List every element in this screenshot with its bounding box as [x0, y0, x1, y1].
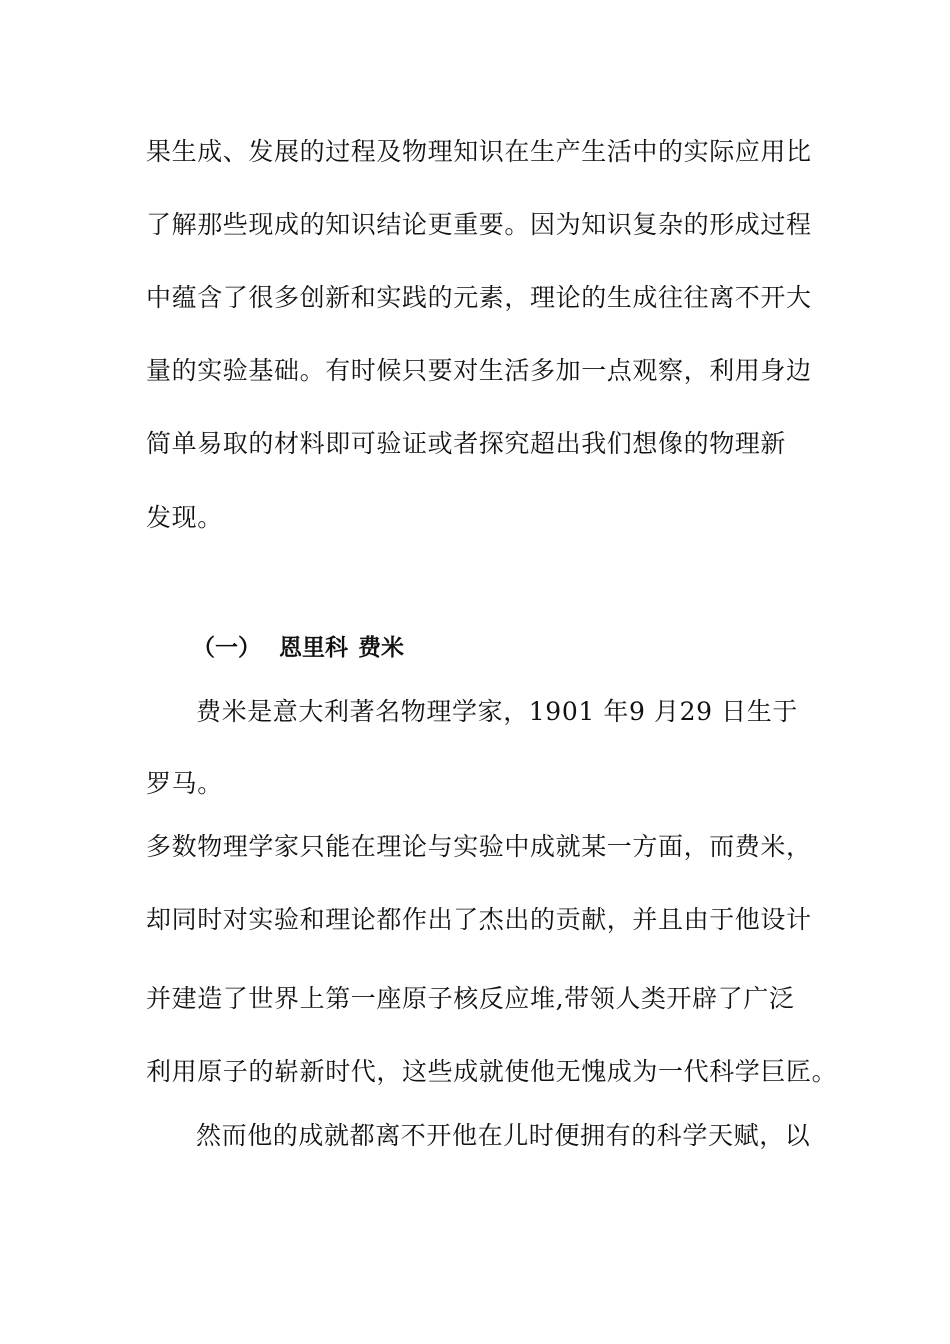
paragraph-1-line-3: 中蕴含了很多创新和实践的元素，理论的生成往往离不开大 — [146, 283, 812, 312]
paragraph-1-line-2: 了解那些现成的知识结论更重要。因为知识复杂的形成过程 — [146, 210, 812, 239]
paragraph-3-line-2: 却同时对实验和理论都作出了杰出的贡献，并且由于他设计 — [146, 905, 812, 934]
section-last-name: 费米 — [358, 635, 404, 661]
paragraph-3-line-1: 多数物理学家只能在理论与实验中成就某一方面，而费米， — [146, 832, 812, 861]
paragraph-1-line-1: 果生成、发展的过程及物理知识在生产生活中的实际应用比 — [146, 137, 812, 166]
paragraph-1-line-6: 发现。 — [146, 503, 223, 532]
paragraph-4-line-1: 然而他的成就都离不开他在儿时便拥有的科学天赋，以 — [196, 1121, 811, 1150]
paragraph-2-line-2: 罗马。 — [146, 769, 223, 798]
section-heading — [192, 632, 404, 664]
paragraph-3-line-3: 并建造了世界上第一座原子核反应堆,带领人类开辟了广泛 — [146, 984, 795, 1013]
paragraph-2-line-1: 费米是意大利著名物理学家，1901 年9 月29 日生于 — [196, 697, 798, 726]
section-first-name: 恩里科 — [279, 635, 348, 661]
paragraph-1-line-5: 简单易取的材料即可验证或者探究超出我们想像的物理新 — [146, 429, 787, 458]
paragraph-3-line-4: 利用原子的崭新时代，这些成就使他无愧成为一代科学巨匠。 — [146, 1057, 838, 1086]
paragraph-1-line-4: 量的实验基础。有时候只要对生活多加一点观察，利用身边 — [146, 356, 812, 385]
section-number: （一） — [192, 635, 261, 661]
